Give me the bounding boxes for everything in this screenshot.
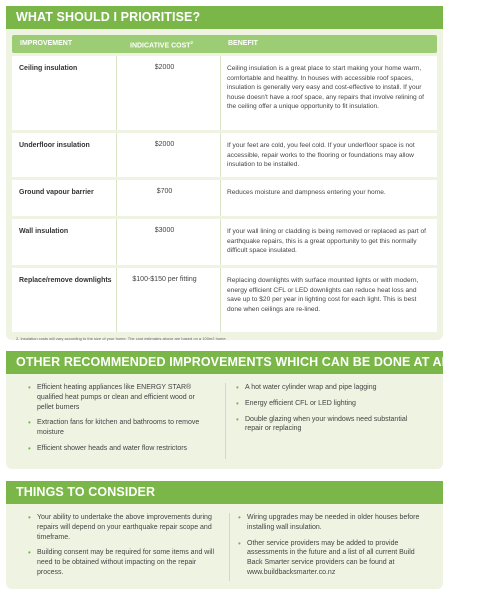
table-row: [12, 219, 437, 265]
bullet-icon: •: [238, 513, 241, 522]
other-improvements-panel: [6, 351, 493, 469]
list-item: • Wiring upgrades may be needed in older houses before installing wall insulation.: [238, 513, 420, 531]
things-to-consider-panel: [6, 481, 443, 589]
bullet-icon: •: [28, 443, 31, 453]
row-improvement: Ceiling insulation: [19, 65, 78, 72]
header-improvement: IMPROVEMENT: [20, 40, 73, 47]
list-item: • Other service providers may be added to provide assessments in the future and a list of all current Build Back Smarter service providers can be found at www.buildbacksmarter.co.nz: [238, 538, 415, 576]
list-item: • Efficient shower heads and water flow restrictors: [28, 443, 188, 453]
row-benefit: Replacing downlights with surface mounted lights or with modern, energy efficient CFL or LED downlights can reduce heat loss and save up to $20 per year in lighting cost for each light. This is best done when ceilings are re-lined.: [227, 277, 419, 313]
table-row: [12, 268, 437, 332]
consider-right-list: [238, 513, 428, 584]
row-benefit: If your wall lining or cladding is being removed or replaced as part of earthquake repairs, this is a great opportunity to get this normally difficult space insulated.: [227, 228, 427, 255]
row-cost: $3000: [154, 227, 175, 234]
column-divider: [229, 513, 230, 581]
row-benefit: If your feet are cold, you feel cold. If your underfloor space is not accessible, repair works to the flooring or foundations may allow insulation to be installed.: [227, 142, 415, 169]
table-row: [12, 133, 437, 177]
list-item: • Energy efficient CFL or LED lighting: [236, 398, 356, 408]
bullet-icon: •: [236, 414, 239, 424]
prioritise-title: WHAT SHOULD I PRIORITISE?: [6, 6, 443, 29]
row-cost: $2000: [154, 141, 175, 148]
list-item: • Efficient heating appliances like ENERGY STAR® qualified heat pumps or clean and efficient wood or pellet burners: [28, 383, 195, 411]
header-cost-sup: 2: [190, 40, 194, 45]
row-cost: $100-$150 per fitting: [132, 276, 197, 283]
other-title: OTHER RECOMMENDED IMPROVEMENTS WHICH CAN BE DONE AT ANY TIME: [6, 351, 443, 374]
row-improvement: Underfloor insulation: [19, 142, 90, 149]
row-improvement: Ground vapour barrier: [19, 189, 94, 196]
bullet-icon: •: [236, 383, 239, 392]
header-cost-label: INDICATIVE COST: [130, 42, 191, 50]
row-improvement: Replace/remove downlights: [19, 277, 112, 284]
prioritise-panel: [6, 6, 443, 340]
list-item: • Your ability to undertake the above improvements during repairs will depend on your earthquake repair scope and timeframe.: [28, 513, 212, 541]
header-benefit: BENEFIT: [228, 40, 258, 47]
other-right-list: [236, 383, 426, 440]
row-cost: $2000: [154, 64, 175, 71]
list-item: • Double glazing when your windows need substantial repair or replacing: [236, 414, 408, 433]
consider-left-list: [28, 513, 218, 584]
bullet-icon: •: [28, 383, 31, 392]
consider-title: THINGS TO CONSIDER: [6, 481, 443, 504]
table-row: [12, 180, 437, 216]
bullet-icon: •: [28, 548, 31, 558]
list-item: • Extraction fans for kitchen and bathrooms to remove moisture: [28, 418, 200, 437]
table-header: [12, 35, 437, 53]
list-item: • Building consent may be required for some items and will need to be obtained without impacting on the repair process.: [28, 548, 215, 576]
row-cost: $700: [156, 188, 173, 195]
footnote: 2. Insulation costs will vary according to the size of your home. The cost estimates above are based on a 100m2 home.: [16, 336, 227, 341]
row-benefit: Ceiling insulation is a great place to start making your home warm, comfortable and healthy. In houses with accessible roof spaces, insulation is generally very easy and cost-effective to install. If your house doesn't have a roof space, any repairs that involve relining of the ceiling offer a unique opportunity to fit insulation.: [227, 65, 424, 111]
row-benefit: Reduces moisture and dampness entering your home.: [227, 189, 386, 196]
row-improvement: Wall insulation: [19, 228, 69, 235]
bullet-icon: •: [236, 398, 239, 408]
table-row: [12, 56, 437, 130]
list-item: • A hot water cylinder wrap and pipe lagging: [236, 383, 377, 392]
other-left-list: [28, 383, 208, 460]
column-divider: [225, 383, 226, 459]
bullet-icon: •: [28, 513, 31, 522]
bullet-icon: •: [28, 418, 31, 428]
header-cost: [130, 40, 193, 49]
bullet-icon: •: [238, 538, 241, 548]
